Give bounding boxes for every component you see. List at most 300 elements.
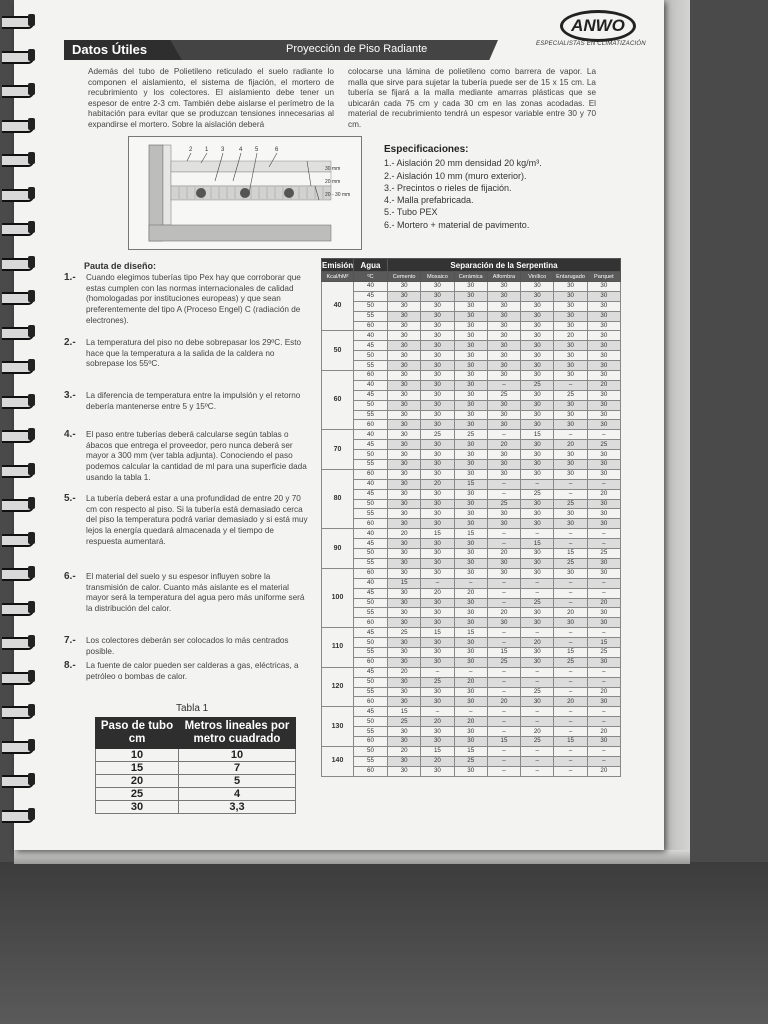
table2-separation-cell: 30 xyxy=(587,410,620,420)
diagram-label-3: 3 xyxy=(221,147,225,153)
table2-separation-cell: 30 xyxy=(521,341,554,351)
table2-separation-cell: – xyxy=(587,479,620,489)
table2-separation-cell: 20 xyxy=(554,440,587,450)
table2-separation-cell: – xyxy=(421,707,454,717)
binding-ring xyxy=(2,114,36,136)
table2-separation-cell: – xyxy=(487,687,520,697)
table2-row xyxy=(322,331,621,341)
table2-separation-cell: 30 xyxy=(388,558,421,568)
rule-number: 6.- xyxy=(64,571,76,582)
logo-tagline: ESPECIALISTAS EN CLIMATIZACIÓN xyxy=(536,41,646,47)
table2-water-cell: 45 xyxy=(354,707,388,717)
table2-separation-cell: 30 xyxy=(554,469,587,479)
table2-separation-cell: 30 xyxy=(554,301,587,311)
table2-separation-cell: – xyxy=(554,539,587,549)
table2-row xyxy=(322,687,621,697)
table2-separation-cell: 30 xyxy=(487,568,520,578)
table2-separation-cell: 15 xyxy=(521,430,554,440)
table2-separation-cell: 30 xyxy=(554,618,587,628)
table2-separation-cell: 30 xyxy=(454,361,487,371)
table2-row xyxy=(322,282,621,292)
table2-separation-cell: 30 xyxy=(554,519,587,529)
table2-separation-cell: 30 xyxy=(554,460,587,470)
table2-water-cell: 45 xyxy=(354,667,388,677)
table2-row xyxy=(322,558,621,568)
table1-cell-pitch: 15 xyxy=(96,762,179,775)
table2-separation-cell: – xyxy=(554,529,587,539)
table2-separation-cell: – xyxy=(554,667,587,677)
table2-separation-cell: – xyxy=(454,578,487,588)
table2-separation-cell: 15 xyxy=(454,628,487,638)
table2-separation-cell: 30 xyxy=(521,509,554,519)
table2-separation-cell: 30 xyxy=(388,499,421,509)
table2-separation-cell: 30 xyxy=(454,440,487,450)
table2-separation-cell: 30 xyxy=(587,291,620,301)
table2-separation-cell: 20 xyxy=(421,588,454,598)
table2-separation-cell: 30 xyxy=(421,618,454,628)
table2-separation-cell: 30 xyxy=(554,282,587,292)
rule-text: El paso entre tuberías deberá calcularse según tablas o ábacos que entrega el proveedor, pero nunca deberá ser mayor a 300 mm (ver tabla adjunta). Conociendo el paso podemos calcular la cantidad de ml para una superficie dada usando la tabla 1. xyxy=(86,430,307,482)
table2-separation-cell: 20 xyxy=(454,677,487,687)
table2-separation-cell: 30 xyxy=(421,400,454,410)
table2-water-cell: 60 xyxy=(354,321,388,331)
table2-separation-cell: – xyxy=(554,638,587,648)
table2-separation-cell: 30 xyxy=(521,420,554,430)
table2-separation-cell: 30 xyxy=(388,687,421,697)
table2-water-cell: 40 xyxy=(354,430,388,440)
table2-separation-cell: 30 xyxy=(487,371,520,381)
table2-separation-cell: 30 xyxy=(521,657,554,667)
table2-separation-cell: – xyxy=(487,430,520,440)
table2-water-cell: 40 xyxy=(354,479,388,489)
table2-separation-cell: 15 xyxy=(587,638,620,648)
table2-separation-cell: 30 xyxy=(521,331,554,341)
table2-water-cell: 45 xyxy=(354,628,388,638)
table2-water-cell: 60 xyxy=(354,697,388,707)
spiral-binding xyxy=(0,10,44,840)
table2-separation-cell: 30 xyxy=(421,598,454,608)
table2-separation-cell: – xyxy=(421,578,454,588)
table2-header-emission: Emisión xyxy=(322,260,354,270)
table2-separation-cell: 30 xyxy=(388,400,421,410)
section-title: Datos Útiles xyxy=(72,42,148,57)
table2-subheader: Vinílico xyxy=(521,272,554,282)
table2-separation-cell: 30 xyxy=(421,341,454,351)
table2-separation-cell: 30 xyxy=(421,380,454,390)
table2-separation-cell: 30 xyxy=(554,400,587,410)
table2-separation-cell: – xyxy=(487,638,520,648)
table2-row xyxy=(322,766,621,776)
table2-separation-cell: 30 xyxy=(554,410,587,420)
binding-ring xyxy=(2,390,36,412)
table2-row xyxy=(322,578,621,588)
table2-water-cell: 50 xyxy=(354,549,388,559)
table2-separation-cell: 30 xyxy=(388,736,421,746)
table2-separation-cell: 20 xyxy=(388,529,421,539)
table2-subheader: Parquet xyxy=(587,272,620,282)
binding-ring xyxy=(2,631,36,653)
table1-cell-pitch: 10 xyxy=(96,749,179,762)
table2-separation-cell: 30 xyxy=(521,469,554,479)
table2-separation-cell: 30 xyxy=(421,321,454,331)
table2-separation-cell: 30 xyxy=(521,371,554,381)
table2-row xyxy=(322,311,621,321)
table2-separation-cell: – xyxy=(521,578,554,588)
table2-separation-cell: 30 xyxy=(421,549,454,559)
table2-separation-cell: 30 xyxy=(388,479,421,489)
table2-separation-cell: 30 xyxy=(421,608,454,618)
table2-separation-cell: 30 xyxy=(388,321,421,331)
table2-separation-cell: – xyxy=(587,717,620,727)
table2-separation-cell: 25 xyxy=(454,756,487,766)
table2-separation-cell: 15 xyxy=(521,539,554,549)
table2-separation-cell: 30 xyxy=(521,400,554,410)
table2-separation-cell: 30 xyxy=(388,311,421,321)
table2-header-separation: Separación de la Serpentina xyxy=(388,259,621,272)
table2-water-cell: 60 xyxy=(354,568,388,578)
table2-water-cell: 40 xyxy=(354,529,388,539)
table2-separation-cell: – xyxy=(521,588,554,598)
table2-row xyxy=(322,647,621,657)
table2-row xyxy=(322,460,621,470)
table2-separation-cell: – xyxy=(487,746,520,756)
table2-emission-cell: 40 xyxy=(322,282,354,331)
table2-separation-cell: 30 xyxy=(521,618,554,628)
table2-separation-cell: 30 xyxy=(587,618,620,628)
table2-separation-cell: 30 xyxy=(587,469,620,479)
table2-separation-cell: 30 xyxy=(454,390,487,400)
table2-separation-cell: 30 xyxy=(554,361,587,371)
table2-separation-cell: – xyxy=(554,687,587,697)
binding-ring xyxy=(2,735,36,757)
table2-separation-cell: 30 xyxy=(521,311,554,321)
rule-number: 2.- xyxy=(64,337,76,348)
table2-separation-cell: 30 xyxy=(388,331,421,341)
table2-row xyxy=(322,301,621,311)
table2-separation-cell: 15 xyxy=(421,746,454,756)
design-rule-4 xyxy=(64,430,310,484)
table2-row xyxy=(322,469,621,479)
diagram-label-5: 5 xyxy=(255,147,259,153)
table2-water-cell: 45 xyxy=(354,440,388,450)
table2-separation-cell: 30 xyxy=(421,509,454,519)
table2-separation-cell: 30 xyxy=(487,420,520,430)
table2-row xyxy=(322,410,621,420)
table2-row xyxy=(322,499,621,509)
table2-water-cell: 50 xyxy=(354,499,388,509)
binding-ring xyxy=(2,217,36,239)
rule-text: Los colectores deberán ser colocados lo más centrados posible. xyxy=(86,636,289,656)
table2-subheader: ºC xyxy=(354,272,388,282)
binding-ring xyxy=(2,769,36,791)
table2-separation-cell: 15 xyxy=(388,707,421,717)
table2-water-cell: 60 xyxy=(354,519,388,529)
table2-separation-cell: 30 xyxy=(454,509,487,519)
table2-separation-cell: 30 xyxy=(454,301,487,311)
table2-separation-cell: 20 xyxy=(487,440,520,450)
table2-separation-cell: – xyxy=(487,380,520,390)
table2-separation-cell: 30 xyxy=(421,539,454,549)
table2-row xyxy=(322,341,621,351)
table2-separation-cell: 30 xyxy=(454,687,487,697)
table2-separation-cell: 30 xyxy=(421,282,454,292)
table2-water-cell: 40 xyxy=(354,282,388,292)
table2-water-cell: 55 xyxy=(354,608,388,618)
table2-separation-cell: 25 xyxy=(487,390,520,400)
table1-cell-pitch: 30 xyxy=(96,801,179,814)
table2-separation-cell: 30 xyxy=(587,697,620,707)
table2-separation-cell: 30 xyxy=(454,420,487,430)
table2-separation-cell: 30 xyxy=(554,420,587,430)
table2-separation-cell: 30 xyxy=(487,469,520,479)
table2-water-cell: 45 xyxy=(354,539,388,549)
table2-row xyxy=(322,361,621,371)
table1-row xyxy=(96,762,296,775)
table2-separation-cell: 30 xyxy=(388,727,421,737)
table2-separation-cell: 30 xyxy=(454,450,487,460)
table2-emission-cell: 140 xyxy=(322,746,354,776)
table2-water-cell: 60 xyxy=(354,657,388,667)
floor-section-drawing xyxy=(129,137,361,249)
table2-subheader: Cemento xyxy=(388,272,421,282)
table2-row xyxy=(322,450,621,460)
table2-separation-cell: 30 xyxy=(421,410,454,420)
table2-separation-cell: 15 xyxy=(454,746,487,756)
table2-water-cell: 60 xyxy=(354,420,388,430)
table2-separation-cell: 25 xyxy=(554,558,587,568)
table1 xyxy=(95,717,296,814)
table2-separation-cell: 30 xyxy=(487,321,520,331)
table2-water-cell: 60 xyxy=(354,618,388,628)
table2-separation-cell: – xyxy=(487,667,520,677)
table2-separation-cell: 30 xyxy=(421,489,454,499)
table2-separation-cell: 30 xyxy=(388,657,421,667)
table2-water-cell: 55 xyxy=(354,460,388,470)
table2-row xyxy=(322,420,621,430)
table2-separation-cell: 30 xyxy=(587,321,620,331)
table2-separation-cell: 30 xyxy=(587,331,620,341)
table2-separation-cell: 30 xyxy=(421,390,454,400)
table2-separation-cell: 25 xyxy=(521,598,554,608)
table2-separation-cell: 30 xyxy=(421,638,454,648)
table2-separation-cell: 30 xyxy=(487,509,520,519)
rule-number: 3.- xyxy=(64,390,76,401)
table2-separation-cell: 30 xyxy=(454,549,487,559)
table2-separation-cell: 30 xyxy=(421,450,454,460)
table2-separation-cell: – xyxy=(554,717,587,727)
table2-separation-cell: 30 xyxy=(454,460,487,470)
table2-separation-cell: 20 xyxy=(554,697,587,707)
rule-text: El material del suelo y su espesor influyen sobre la transmisión de calor. Cuanto más aislante es el material mayor será la temperatura del agua pero más uniforme será la distribución del calor. xyxy=(86,572,305,614)
table2-separation-cell: 30 xyxy=(521,410,554,420)
table2-row xyxy=(322,707,621,717)
rule-number: 1.- xyxy=(64,272,76,283)
binding-ring xyxy=(2,286,36,308)
table2-separation-cell: 30 xyxy=(388,410,421,420)
table2-separation-cell: – xyxy=(454,667,487,677)
table2-separation-cell: 30 xyxy=(521,499,554,509)
table2-row xyxy=(322,321,621,331)
table2-separation-cell: 30 xyxy=(388,380,421,390)
table2-separation-cell: 15 xyxy=(487,647,520,657)
table2-row xyxy=(322,727,621,737)
table2-separation-cell: 20 xyxy=(388,746,421,756)
table2-separation-cell: 30 xyxy=(487,331,520,341)
table2-separation-cell: – xyxy=(521,529,554,539)
table2-subheader: Mosaico xyxy=(421,272,454,282)
table2-separation-cell: 30 xyxy=(521,460,554,470)
table2-separation-cell: 30 xyxy=(454,341,487,351)
table2-water-cell: 55 xyxy=(354,647,388,657)
table2-separation-cell: 30 xyxy=(421,301,454,311)
table2-row xyxy=(322,479,621,489)
table2-separation-cell: 20 xyxy=(587,687,620,697)
table2-separation-cell: 30 xyxy=(487,301,520,311)
table2-water-cell: 55 xyxy=(354,558,388,568)
rule-text: La fuente de calor pueden ser calderas a gas, eléctricas, a petróleo o bombas de calor. xyxy=(86,661,299,681)
table2-separation-cell: 30 xyxy=(421,420,454,430)
table2-separation-cell: 30 xyxy=(587,450,620,460)
dim-20mm: 20 mm xyxy=(325,179,341,185)
table2-separation-cell: 20 xyxy=(421,479,454,489)
binding-ring xyxy=(2,321,36,343)
table2-row xyxy=(322,489,621,499)
table2-separation-cell: 30 xyxy=(454,697,487,707)
table2-water-cell: 50 xyxy=(354,598,388,608)
binding-ring xyxy=(2,597,36,619)
table2-row xyxy=(322,657,621,667)
table2-separation-cell: – xyxy=(487,489,520,499)
table2-separation-cell: 30 xyxy=(521,519,554,529)
table2-separation-cell: 20 xyxy=(587,766,620,776)
table2-row xyxy=(322,400,621,410)
table2-separation-cell: 25 xyxy=(421,677,454,687)
table2-separation-cell: 20 xyxy=(388,667,421,677)
table2-separation-cell: – xyxy=(554,479,587,489)
table2-separation-cell: – xyxy=(487,707,520,717)
table2-row xyxy=(322,618,621,628)
table2-water-cell: 50 xyxy=(354,351,388,361)
binding-ring xyxy=(2,252,36,274)
spec-item: 2.- Aislación 10 mm (muro exterior). xyxy=(384,170,527,181)
page-subtitle: Proyección de Piso Radiante xyxy=(286,43,428,55)
table2-separation-cell: 30 xyxy=(454,489,487,499)
table2-water-cell: 40 xyxy=(354,578,388,588)
table2-separation-cell: 30 xyxy=(454,410,487,420)
table2-separation-cell: 30 xyxy=(587,371,620,381)
table2-separation-cell: 30 xyxy=(454,608,487,618)
table2-separation-cell: 15 xyxy=(421,628,454,638)
table2-separation-cell: 30 xyxy=(487,341,520,351)
table2-separation-cell: 20 xyxy=(454,717,487,727)
table2-separation-cell: 30 xyxy=(388,756,421,766)
table2-separation-cell: 30 xyxy=(421,361,454,371)
table2-separation-cell: 30 xyxy=(587,509,620,519)
table2-row xyxy=(322,440,621,450)
table2-separation-cell: 30 xyxy=(421,499,454,509)
table2-separation-cell: – xyxy=(487,717,520,727)
table2-emission-cell: 80 xyxy=(322,469,354,528)
table2-separation-cell: 30 xyxy=(388,766,421,776)
table2-header-water: Agua xyxy=(354,259,388,272)
table2-separation-cell: 25 xyxy=(521,489,554,499)
table2-separation-cell: – xyxy=(554,766,587,776)
binding-ring xyxy=(2,493,36,515)
table2-separation-cell: 30 xyxy=(587,282,620,292)
table2-separation-cell: – xyxy=(487,578,520,588)
table2-separation-cell: 30 xyxy=(454,727,487,737)
table2-separation-cell: 30 xyxy=(421,311,454,321)
binding-ring xyxy=(2,45,36,67)
spec-item: 1.- Aislación 20 mm densidad 20 kg/m³. xyxy=(384,158,542,169)
table2-separation-cell: 30 xyxy=(521,558,554,568)
binding-ring xyxy=(2,148,36,170)
table2-row xyxy=(322,746,621,756)
table2-separation-cell: – xyxy=(587,677,620,687)
table2-separation-cell: 30 xyxy=(521,390,554,400)
table2-water-cell: 45 xyxy=(354,588,388,598)
table2-separation-cell: 30 xyxy=(587,736,620,746)
background-table-surface xyxy=(0,862,768,1024)
table2-separation-cell: 30 xyxy=(388,608,421,618)
notebook-cover-edge xyxy=(664,0,690,864)
binding-ring xyxy=(2,10,36,32)
table2-separation-cell: 25 xyxy=(554,499,587,509)
table2-separation-cell: 25 xyxy=(587,440,620,450)
table2-separation-cell: – xyxy=(554,677,587,687)
table2-water-cell: 60 xyxy=(354,736,388,746)
table2-separation-cell: – xyxy=(521,746,554,756)
table2-row xyxy=(322,529,621,539)
table2-separation-cell: 30 xyxy=(421,351,454,361)
table2-separation-cell: 30 xyxy=(454,558,487,568)
table2-water-cell: 50 xyxy=(354,746,388,756)
table2-separation-cell: 30 xyxy=(388,282,421,292)
table2-separation-cell: – xyxy=(554,588,587,598)
table2-separation-cell: 30 xyxy=(554,341,587,351)
design-rule-1 xyxy=(64,273,310,327)
table2-separation-cell: 30 xyxy=(554,321,587,331)
table2-separation-cell: 15 xyxy=(554,736,587,746)
table2-separation-cell: 30 xyxy=(454,282,487,292)
design-rule-2 xyxy=(64,338,310,370)
table2-separation-cell: – xyxy=(454,707,487,717)
specifications-list xyxy=(384,144,542,231)
table2-row xyxy=(322,351,621,361)
table2-separation-cell: 25 xyxy=(454,430,487,440)
table2-separation-cell: 30 xyxy=(388,598,421,608)
table2-separation-cell: – xyxy=(587,756,620,766)
table2-separation-cell: 30 xyxy=(421,371,454,381)
table2-separation-cell: 30 xyxy=(587,519,620,529)
table2-row xyxy=(322,509,621,519)
table2-separation-cell: – xyxy=(421,667,454,677)
table2-separation-cell: 30 xyxy=(587,400,620,410)
table2-separation-cell: 30 xyxy=(421,440,454,450)
table2-row xyxy=(322,568,621,578)
table2-separation-cell: 15 xyxy=(487,736,520,746)
table2-separation-cell: – xyxy=(554,628,587,638)
diagram-label-6: 6 xyxy=(275,147,279,153)
table2-separation-cell: 30 xyxy=(421,291,454,301)
table2-separation-cell: 30 xyxy=(421,331,454,341)
table2-separation-cell: 30 xyxy=(388,638,421,648)
table2-separation-cell: 30 xyxy=(521,697,554,707)
table2-separation-cell: 30 xyxy=(454,499,487,509)
table2-separation-cell: 30 xyxy=(388,568,421,578)
table2-separation-cell: 30 xyxy=(521,361,554,371)
table2-row xyxy=(322,519,621,529)
